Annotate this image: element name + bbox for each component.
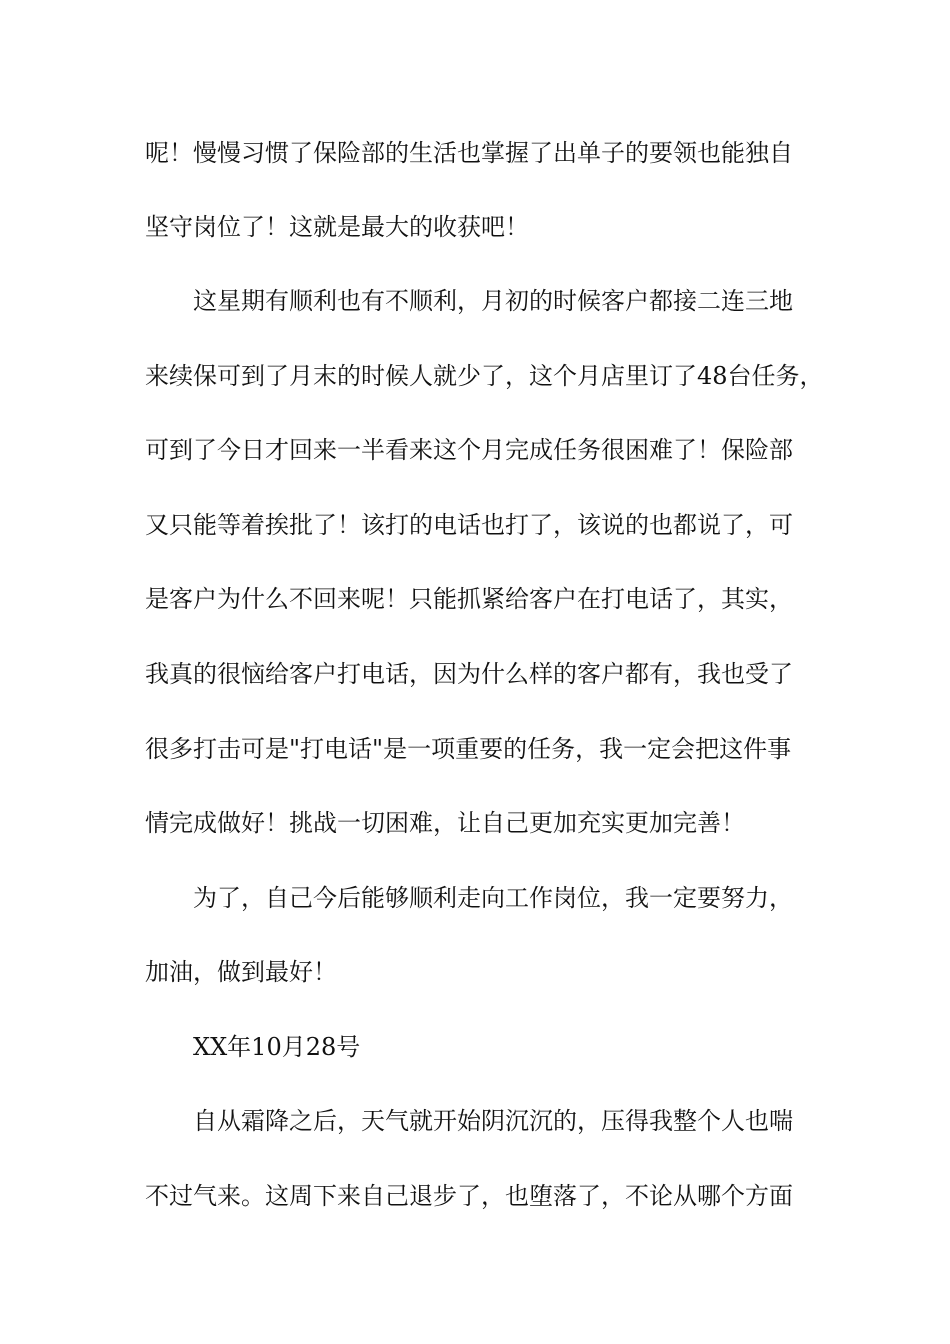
text-line-11: 为了，自己今后能够顺利走向工作岗位，我一定要努力， (193, 884, 793, 912)
text-line-14: 自从霜降之后，天气就开始阴沉沉的，压得我整个人也喘 (193, 1107, 793, 1135)
text-line-5: 可到了今日才回来一半看来这个月完成任务很困难了！保险部 (145, 436, 793, 464)
text-line-3: 这星期有顺利也有不顺利，月初的时候客户都接二连三地 (193, 287, 793, 315)
date-line: XX年10月28号 (193, 1033, 361, 1061)
text-line-15: 不过气来。这周下来自己退步了，也堕落了，不论从哪个方面 (145, 1182, 793, 1210)
text-line-8: 我真的很恼给客户打电话，因为什么样的客户都有，我也受了 (145, 660, 793, 688)
text-line-10: 情完成做好！挑战一切困难，让自己更加充实更加完善！ (145, 809, 745, 837)
text-line-6: 又只能等着挨批了！该打的电话也打了，该说的也都说了，可 (145, 511, 793, 539)
text-line-9: 很多打击可是"打电话"是一项重要的任务，我一定会把这件事 (145, 735, 792, 763)
text-line-1: 呢！慢慢习惯了保险部的生活也掌握了出单子的要领也能独自 (145, 139, 793, 167)
text-line-4: 来续保可到了月末的时候人就少了，这个月店里订了48台任务， (145, 362, 824, 390)
text-line-2: 坚守岗位了！这就是最大的收获吧！ (145, 213, 529, 241)
text-line-12: 加油，做到最好！ (145, 958, 337, 986)
text-line-7: 是客户为什么不回来呢！只能抓紧给客户在打电话了，其实， (145, 585, 793, 613)
